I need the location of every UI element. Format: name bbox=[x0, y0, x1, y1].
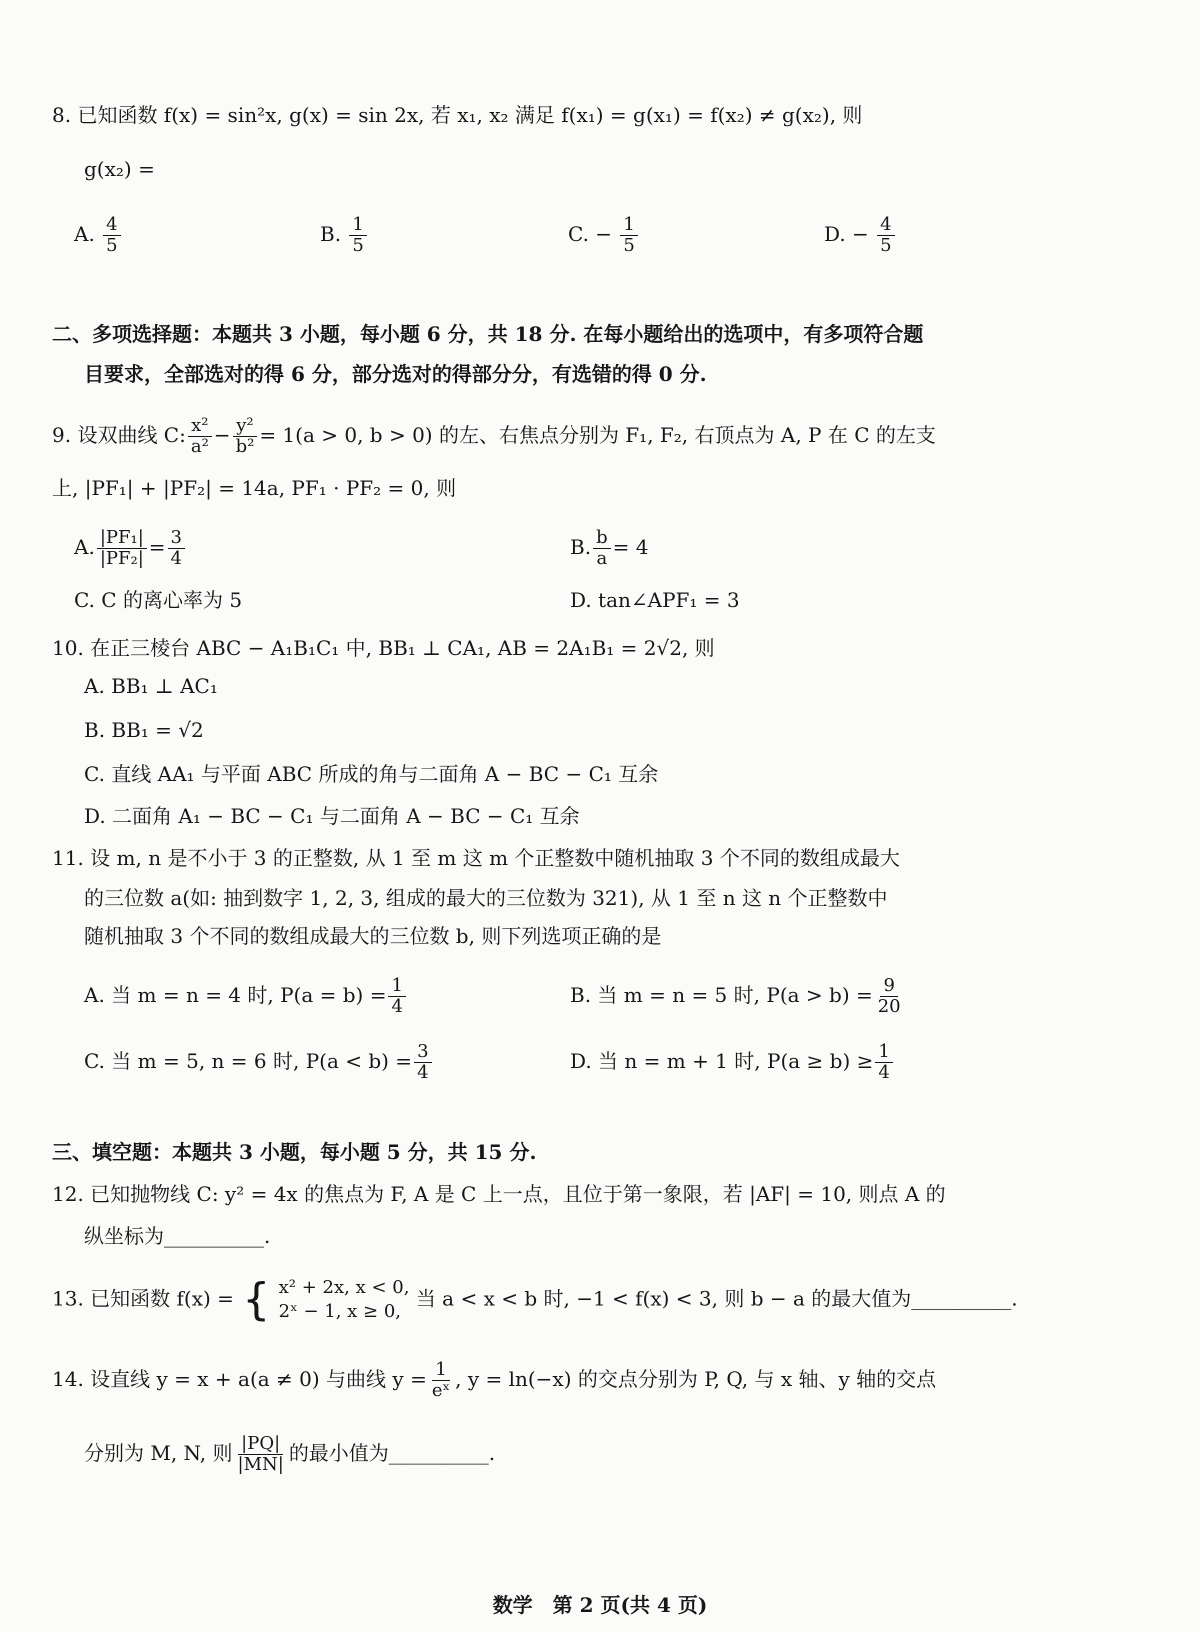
q8-stem-line1: 8. 已知函数 f(x) = sin²x, g(x) = sin 2x, 若 x₁, x₂ 满足 f(x₁) = g(x₁) = f(x₂) ≠ g(x₂), 则 bbox=[52, 103, 863, 127]
q11-option-a-fraction: $\frac{1}{4}$ bbox=[388, 976, 405, 1017]
q9-option-a-fraction: $\frac{\text{|PF₁|}}{\text{|PF₂|}}$ bbox=[97, 528, 147, 569]
q8-option-d-label: D. − bbox=[824, 222, 869, 246]
q9-stem-line1: 9. 设双曲线 C: $\frac{\text{x²}}{\text{a²}}$ − $\frac{\text{y²}}{\text{b²}}$ = 1(a > 0, b > 0) 的左、右焦点分别为 F₁, F₂, 右顶点为 A, P 在 C 的左支 bbox=[52, 415, 936, 457]
q8-option-c-label: C. − bbox=[568, 222, 613, 246]
q13-piecewise-cases: x² + 2x, x < 0, 2ˣ − 1, x ≥ 0, bbox=[278, 1277, 410, 1322]
q13-stem: 13. 已知函数 f(x) = { x² + 2x, x < 0, 2ˣ − 1, x ≥ 0, 当 a < x < b 时, −1 < f(x) < 3, 则 b − a 的最大值为__________. bbox=[52, 1274, 1018, 1325]
q9-frac-y-b: $\frac{\text{y²}}{\text{b²}}$ bbox=[233, 416, 258, 457]
q10-option-b[interactable]: B. BB₁ = √2 bbox=[84, 718, 204, 742]
q11-option-d-fraction: $\frac{1}{4}$ bbox=[875, 1042, 892, 1083]
q12-stem-line2-with-blank[interactable]: 纵坐标为__________. bbox=[84, 1224, 271, 1248]
q11-option-b-fraction: $\frac{9}{20}$ bbox=[877, 975, 901, 1017]
q14-frac-pq-mn: $\frac{|PQ|}{|MN|}$ bbox=[237, 1433, 284, 1475]
q8-option-c-fraction: $\frac{1}{5}$ bbox=[620, 215, 637, 256]
q8-option-a[interactable] bbox=[74, 215, 123, 256]
section2-heading-line1: 二、多项选择题：本题共 3 小题，每小题 6 分，共 18 分. 在每小题给出的选项中，有多项符合题 bbox=[52, 322, 924, 346]
q10-stem: 10. 在正三棱台 ABC − A₁B₁C₁ 中, BB₁ ⊥ CA₁, AB = 2A₁B₁ = 2√2, 则 bbox=[52, 636, 715, 660]
q8-option-a-label: A. bbox=[74, 222, 95, 246]
q11-option-c[interactable]: C. 当 m = 5, n = 6 时, P(a < b) = $\frac{3}{4}$ bbox=[84, 1042, 434, 1083]
q11-stem-line1: 11. 设 m, n 是不小于 3 的正整数, 从 1 至 m 这 m 个正整数中随机抽取 3 个不同的数组成最大 bbox=[52, 846, 900, 870]
q14-stem-line1: 14. 设直线 y = x + a(a ≠ 0) 与曲线 y = $\frac{1}{\text{eˣ}}$ , y = ln(−x) 的交点分别为 P, Q, 与 x 轴、y 轴的交点 bbox=[52, 1359, 937, 1401]
section3-heading: 三、填空题：本题共 3 小题，每小题 5 分，共 15 分. bbox=[52, 1140, 537, 1164]
q11-option-a[interactable]: A. 当 m = n = 4 时, P(a = b) = $\frac{1}{4}$ bbox=[84, 976, 408, 1017]
page-footer: 数学 第 2 页(共 4 页) bbox=[492, 1593, 708, 1617]
q8-option-b-fraction: $\frac{1}{5}$ bbox=[349, 215, 366, 256]
q10-option-a[interactable]: A. BB₁ ⊥ AC₁ bbox=[84, 674, 218, 698]
q9-option-a[interactable]: A. $\frac{\text{|PF₁|}}{\text{|PF₂|}}$ = $\frac{3}{4}$ bbox=[74, 528, 187, 569]
q10-option-c[interactable]: C. 直线 AA₁ 与平面 ABC 所成的角与二面角 A − BC − C₁ 互余 bbox=[84, 762, 659, 786]
q11-option-d[interactable]: D. 当 n = m + 1 时, P(a ≥ b) ≥ $\frac{1}{4}$ bbox=[570, 1042, 895, 1083]
q8-option-d[interactable] bbox=[824, 215, 897, 256]
q9-option-a-value: $\frac{3}{4}$ bbox=[168, 528, 185, 569]
q11-option-c-fraction: $\frac{3}{4}$ bbox=[414, 1042, 431, 1083]
q13-piecewise-brace: { bbox=[242, 1274, 271, 1325]
q14-frac-1-over-ex: $\frac{1}{\text{eˣ}}$ bbox=[431, 1359, 451, 1401]
section2-heading-line2: 目要求，全部选对的得 6 分，部分选对的得部分分，有选错的得 0 分. bbox=[84, 362, 707, 386]
q9-option-d[interactable]: D. tan∠APF₁ = 3 bbox=[570, 588, 740, 612]
q9-stem-line2: 上, |PF₁| + |PF₂| = 14a, PF₁ · PF₂ = 0, 则 bbox=[52, 476, 457, 500]
q9-option-b[interactable]: B. $\frac{b}{a}$ = 4 bbox=[570, 527, 649, 569]
q8-option-b-label: B. bbox=[320, 222, 342, 246]
q11-stem-line2: 的三位数 a(如: 抽到数字 1, 2, 3, 组成的最大的三位数为 321), 从 1 至 n 这 n 个正整数中 bbox=[84, 886, 888, 910]
q8-option-d-fraction: $\frac{4}{5}$ bbox=[877, 215, 894, 256]
q9-option-b-fraction: $\frac{b}{a}$ bbox=[593, 528, 611, 569]
q12-stem-line1: 12. 已知抛物线 C: y² = 4x 的焦点为 F, A 是 C 上一点，且位于第一象限，若 |AF| = 10, 则点 A 的 bbox=[52, 1182, 946, 1206]
q8-option-a-fraction: $\frac{4}{5}$ bbox=[103, 215, 120, 256]
q8-stem-line2: g(x₂) = bbox=[84, 157, 155, 181]
q14-stem-line2-with-blank[interactable]: 分别为 M, N, 则 $\frac{|PQ|}{|MN|}$ 的最小值为__________. bbox=[84, 1433, 496, 1475]
q10-option-d[interactable]: D. 二面角 A₁ − BC − C₁ 与二面角 A − BC − C₁ 互余 bbox=[84, 804, 580, 828]
q8-option-b[interactable] bbox=[320, 215, 369, 256]
q9-option-c[interactable]: C. C 的离心率为 5 bbox=[74, 588, 243, 612]
q11-option-b[interactable]: B. 当 m = n = 5 时, P(a > b) = $\frac{9}{20}$ bbox=[570, 976, 906, 1017]
q9-frac-x-a: $\frac{\text{x²}}{\text{a²}}$ bbox=[188, 416, 212, 457]
q8-option-c[interactable] bbox=[568, 215, 640, 256]
q11-stem-line3: 随机抽取 3 个不同的数组成最大的三位数 b, 则下列选项正确的是 bbox=[84, 924, 662, 948]
